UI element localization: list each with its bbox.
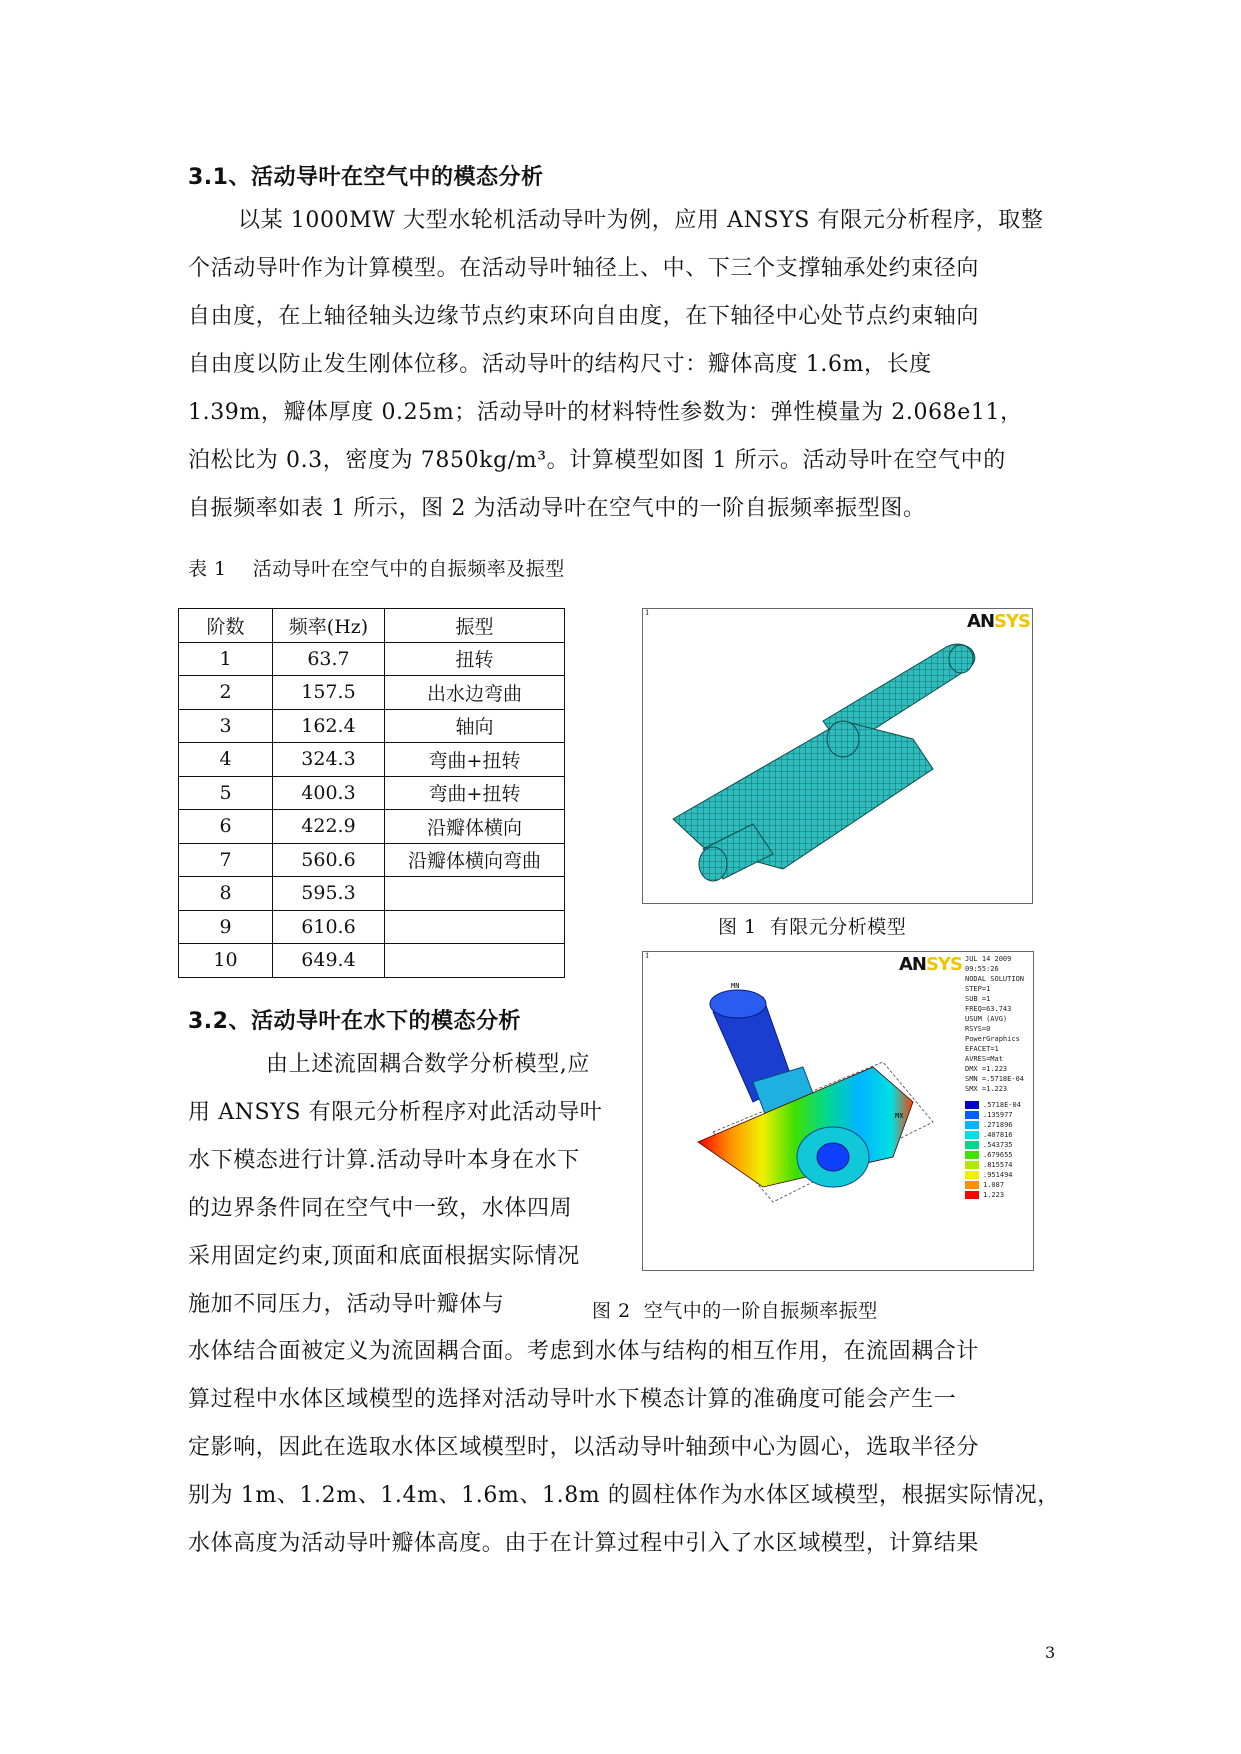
cell-mode-shape: 出水边弯曲 xyxy=(385,676,565,710)
section-2-title: 3.2、活动导叶在水下的模态分析 xyxy=(188,1009,521,1034)
cell-frequency: 162.4 xyxy=(273,709,385,743)
table-row xyxy=(179,743,565,777)
info-line: AVRES=Mat xyxy=(965,1055,1003,1063)
cell-mode-shape: 弯曲+扭转 xyxy=(385,776,565,810)
paragraph-line: 水下模态进行计算.活动导叶本身在水下 xyxy=(188,1148,580,1173)
paragraph-line: 算过程中水体区域模型的选择对活动导叶水下模态计算的准确度可能会产生一 xyxy=(188,1387,957,1412)
cell-mode-shape: 沿瓣体横向 xyxy=(385,810,565,844)
legend-swatch xyxy=(965,1131,979,1139)
legend-label: .815574 xyxy=(983,1161,1013,1169)
paragraph-line: 采用固定约束,顶面和底面根据实际情况 xyxy=(188,1244,580,1269)
cell-mode-shape xyxy=(385,877,565,911)
shaft-top xyxy=(710,990,766,1018)
cell-order: 4 xyxy=(179,743,273,777)
cell-frequency: 157.5 xyxy=(273,676,385,710)
table-row xyxy=(179,910,565,944)
legend-entry xyxy=(965,1110,1021,1120)
color-legend xyxy=(965,1100,1021,1200)
cell-mode-shape xyxy=(385,944,565,978)
table-row xyxy=(179,843,565,877)
min-marker: MN xyxy=(731,982,740,990)
info-line: SMX =1.223 xyxy=(965,1085,1008,1093)
cell-order: 3 xyxy=(179,709,273,743)
max-marker: MX xyxy=(895,1112,904,1120)
corner-mark: 1 xyxy=(645,609,650,617)
legend-label: 1.223 xyxy=(983,1191,1005,1199)
table-row xyxy=(179,877,565,911)
info-line: SMN =.5718E-04 xyxy=(965,1075,1025,1083)
section-2-long-paragraph xyxy=(188,1328,1060,1568)
cell-mode-shape: 扭转 xyxy=(385,642,565,676)
cell-mode-shape: 沿瓣体横向弯曲 xyxy=(385,843,565,877)
header-order: 阶数 xyxy=(179,609,273,643)
legend-label: .679655 xyxy=(983,1151,1013,1159)
info-line: STEP=1 xyxy=(965,985,991,993)
shaft-end xyxy=(949,645,973,673)
paragraph-line: 自由度，在上轴径轴头边缘节点约束环向自由度，在下轴径中心处节点约束轴向 xyxy=(188,304,980,329)
table-row xyxy=(179,776,565,810)
paragraph-line: 水体高度为活动导叶瓣体高度。由于在计算过程中引入了水区域模型，计算结果 xyxy=(188,1531,980,1556)
middle-bearing xyxy=(827,721,859,757)
cell-frequency: 560.6 xyxy=(273,843,385,877)
lower-shaft-end xyxy=(699,847,727,881)
legend-label: 1.087 xyxy=(983,1181,1005,1189)
paragraph-line: 以某 1000MW 大型水轮机活动导叶为例，应用 ANSYS 有限元分析程序，取整 xyxy=(238,208,1044,233)
header-frequency: 频率(Hz) xyxy=(273,609,385,643)
paragraph-line: 由上述流固耦合数学分析模型,应 xyxy=(266,1052,590,1077)
table-row xyxy=(179,944,565,978)
paragraph-line: 1.39m，瓣体厚度 0.25m；活动导叶的材料特性参数为：弹性模量为 2.068e11， xyxy=(188,400,1023,425)
section-1-paragraph xyxy=(188,197,1054,533)
legend-entry xyxy=(965,1130,1021,1140)
legend-swatch xyxy=(965,1191,979,1199)
paragraph-line: 用 ANSYS 有限元分析程序对此活动导叶 xyxy=(188,1100,603,1125)
cell-order: 6 xyxy=(179,810,273,844)
cell-mode-shape: 轴向 xyxy=(385,709,565,743)
table-1-caption: 表 1 活动导叶在空气中的自振频率及振型 xyxy=(188,558,565,580)
cell-mode-shape xyxy=(385,910,565,944)
cell-frequency: 595.3 xyxy=(273,877,385,911)
cell-order: 10 xyxy=(179,944,273,978)
legend-swatch xyxy=(965,1161,979,1169)
solution-info-text xyxy=(965,954,1024,1094)
cell-order: 7 xyxy=(179,843,273,877)
info-line: SUB =1 xyxy=(965,995,991,1003)
cell-frequency: 324.3 xyxy=(273,743,385,777)
legend-entry xyxy=(965,1120,1021,1130)
paragraph-line: 自由度以防止发生刚体位移。活动导叶的结构尺寸：瓣体高度 1.6m，长度 xyxy=(188,352,932,377)
info-line: PowerGraphics xyxy=(965,1035,1020,1043)
cell-order: 8 xyxy=(179,877,273,911)
legend-label: .271896 xyxy=(983,1121,1013,1129)
cell-order: 2 xyxy=(179,676,273,710)
info-line: 09:55:26 xyxy=(965,965,999,973)
info-line: EFACET=1 xyxy=(965,1045,999,1053)
legend-swatch xyxy=(965,1111,979,1119)
legend-label: .543735 xyxy=(983,1141,1013,1149)
paragraph-line: 自振频率如表 1 所示，图 2 为活动导叶在空气中的一阶自振频率振型图。 xyxy=(188,496,926,521)
legend-entry xyxy=(965,1190,1021,1200)
legend-label: .951494 xyxy=(983,1171,1013,1179)
legend-entry xyxy=(965,1180,1021,1190)
corner-mark: 1 xyxy=(645,952,650,960)
table-row xyxy=(179,810,565,844)
header-mode-shape: 振型 xyxy=(385,609,565,643)
cell-mode-shape: 弯曲+扭转 xyxy=(385,743,565,777)
cell-frequency: 422.9 xyxy=(273,810,385,844)
legend-label: .5718E-04 xyxy=(983,1101,1021,1109)
legend-entry xyxy=(965,1160,1021,1170)
legend-entry xyxy=(965,1100,1021,1110)
table-header-row xyxy=(179,609,565,643)
figure-2-caption: 图 2 空气中的一阶自振频率振型 xyxy=(592,1300,878,1322)
paragraph-line: 别为 1m、1.2m、1.4m、1.6m、1.8m 的圆柱体作为水体区域模型，根据实际情况， xyxy=(188,1483,1060,1508)
legend-entry xyxy=(965,1140,1021,1150)
legend-swatch xyxy=(965,1171,979,1179)
ansys-logo: ANSYS xyxy=(899,954,962,975)
page-number: 3 xyxy=(1045,1643,1056,1662)
info-line: RSYS=0 xyxy=(965,1025,991,1033)
legend-swatch xyxy=(965,1121,979,1129)
ansys-logo: ANSYS xyxy=(967,611,1030,632)
legend-swatch xyxy=(965,1141,979,1149)
mode-shape-contour-plot xyxy=(643,952,963,1270)
info-line: USUM (AVG) xyxy=(965,1015,1008,1023)
info-line: DMX =1.223 xyxy=(965,1065,1008,1073)
legend-label: .135977 xyxy=(983,1111,1013,1119)
paragraph-line: 的边界条件同在空气中一致，水体四周 xyxy=(188,1196,573,1221)
section-1-title: 3.1、活动导叶在空气中的模态分析 xyxy=(188,165,544,190)
frequency-table xyxy=(178,608,565,978)
cell-frequency: 63.7 xyxy=(273,642,385,676)
legend-swatch xyxy=(965,1151,979,1159)
info-line: FREQ=63.743 xyxy=(965,1005,1012,1013)
info-line: JUL 14 2009 xyxy=(965,955,1012,963)
paragraph-line: 水体结合面被定义为流固耦合面。考虑到水体与结构的相互作用，在流固耦合计 xyxy=(188,1339,980,1364)
legend-label: .407816 xyxy=(983,1131,1013,1139)
guide-vane-mesh-model xyxy=(643,609,1032,903)
figure-2-mode-shape xyxy=(642,951,1034,1271)
cell-frequency: 400.3 xyxy=(273,776,385,810)
paragraph-line: 施加不同压力，活动导叶瓣体与 xyxy=(188,1292,505,1317)
cell-order: 1 xyxy=(179,642,273,676)
legend-swatch xyxy=(965,1101,979,1109)
legend-swatch xyxy=(965,1181,979,1189)
section-2-short-paragraph xyxy=(188,1041,628,1329)
info-line: NODAL SOLUTION xyxy=(965,975,1025,983)
paragraph-line: 定影响，因此在选取水体区域模型时，以活动导叶轴颈中心为圆心，选取半径分 xyxy=(188,1435,980,1460)
figure-1-caption: 图 1 有限元分析模型 xyxy=(718,916,907,938)
cell-order: 9 xyxy=(179,910,273,944)
legend-entry xyxy=(965,1170,1021,1180)
table-row xyxy=(179,642,565,676)
paragraph-line: 泊松比为 0.3，密度为 7850kg/m³。计算模型如图 1 所示。活动导叶在空气中的 xyxy=(188,448,1006,473)
table-row xyxy=(179,709,565,743)
lower-shaft-core xyxy=(817,1143,849,1171)
cell-frequency: 649.4 xyxy=(273,944,385,978)
cell-frequency: 610.6 xyxy=(273,910,385,944)
cell-order: 5 xyxy=(179,776,273,810)
paragraph-line: 个活动导叶作为计算模型。在活动导叶轴径上、中、下三个支撑轴承处约束径向 xyxy=(188,256,980,281)
table-row xyxy=(179,676,565,710)
figure-1-fe-model xyxy=(642,608,1033,904)
legend-entry xyxy=(965,1150,1021,1160)
